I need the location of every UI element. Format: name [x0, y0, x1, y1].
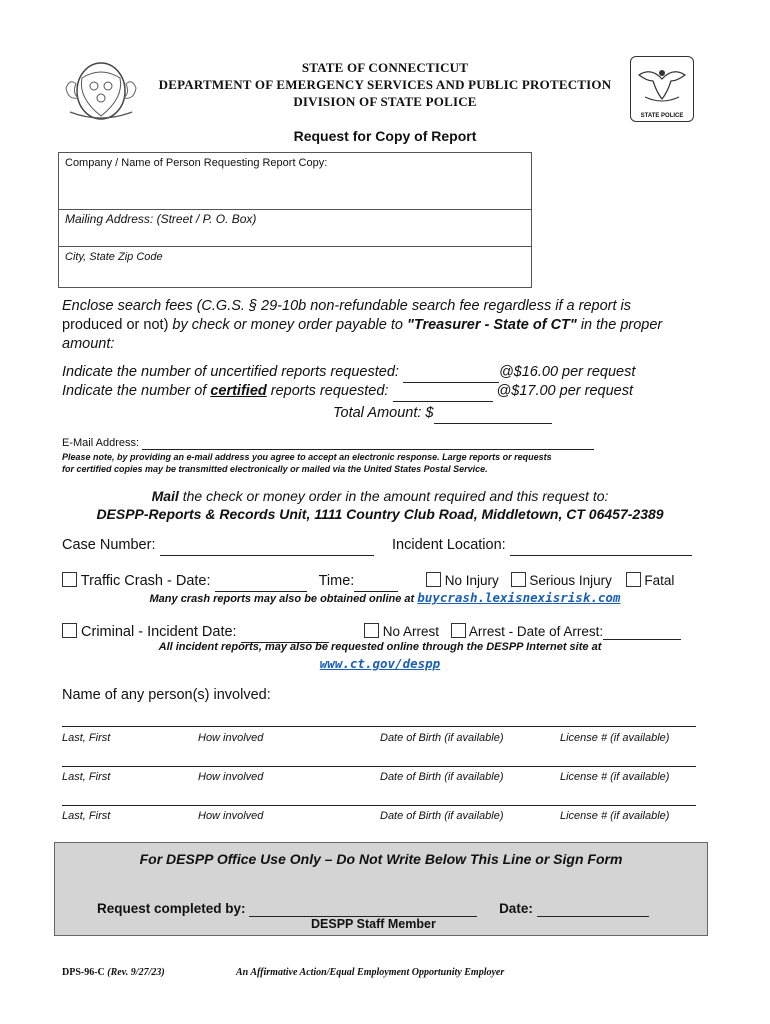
header-department: DEPARTMENT OF EMERGENCY SERVICES AND PUBLIC PROTECTION: [158, 77, 612, 92]
person-3-license: License # (if available): [560, 810, 670, 822]
office-date-label: Date:: [499, 901, 533, 916]
uncertified-count-field[interactable]: [403, 363, 499, 383]
criminal-row: [62, 623, 329, 643]
case-number-label: Case Number:: [62, 537, 156, 553]
serious-injury-label: Serious Injury: [529, 573, 612, 588]
serious-injury-checkbox[interactable]: [511, 572, 526, 587]
incident-date-field[interactable]: [241, 623, 329, 643]
office-use-title: For DESPP Office Use Only – Do Not Write Below This Line or Sign Form: [139, 851, 623, 867]
person-2-how: How involved: [198, 771, 264, 783]
person-1-license: License # (if available): [560, 732, 670, 744]
case-number-field[interactable]: [160, 536, 374, 556]
no-arrest-label: No Arrest: [382, 624, 440, 639]
form-title: Request for Copy of Report: [293, 128, 477, 144]
certified-price: @$17.00 per request: [496, 383, 633, 399]
certified-word: certified: [210, 383, 267, 399]
form-revision: (Rev. 9/27/23): [107, 967, 165, 978]
badge-text: STATE POLICE: [640, 113, 684, 119]
no-injury-label: No Injury: [444, 573, 499, 588]
certified-row: [62, 382, 633, 402]
mailing-address-field[interactable]: [58, 208, 532, 247]
total-amount-field[interactable]: [434, 404, 552, 424]
staff-member-label: DESPP Staff Member: [311, 917, 436, 931]
person-3-how: How involved: [198, 810, 264, 822]
uncertified-price: @$16.00 per request: [498, 364, 636, 380]
person-line-3[interactable]: [62, 805, 696, 806]
certified-count-field[interactable]: [393, 382, 493, 402]
footer-eeo: An Affirmative Action/Equal Employment Opportunity Employer: [236, 967, 505, 978]
traffic-crash-label: Traffic Crash - Date:: [80, 573, 211, 589]
mail-line-1: [0, 488, 760, 504]
city-state-zip-field[interactable]: [58, 246, 532, 288]
mail-instructions: the check or money order in the amount required and this request to:: [178, 488, 609, 504]
traffic-crash-checkbox[interactable]: [62, 572, 77, 587]
traffic-crash-row: [62, 572, 398, 592]
header-division: DIVISION OF STATE POLICE: [293, 94, 477, 109]
despp-link-row: [0, 656, 760, 671]
incident-location-row: [392, 536, 692, 556]
person-1-name: Last, First: [62, 732, 111, 744]
crash-online-note: [0, 590, 770, 605]
completed-by-label: Request completed by:: [97, 901, 246, 916]
certified-label-a: Indicate the number of: [62, 383, 211, 399]
incident-location-field[interactable]: [510, 536, 692, 556]
uncertified-row: [62, 363, 635, 383]
fees-line3: amount:: [62, 336, 115, 352]
fatal-label: Fatal: [644, 573, 675, 588]
fees-line2a: produced or not): [62, 317, 169, 333]
total-row: [333, 404, 552, 424]
persons-heading: Name of any person(s) involved:: [62, 687, 271, 703]
email-note-1: Please note, by providing an e-mail address you agree to accept an electronic response. Large reports or requests: [62, 452, 552, 462]
incident-location-label: Incident Location:: [392, 537, 506, 553]
uncertified-label: Indicate the number of uncertified reports requested:: [62, 364, 399, 380]
requester-name-label: Company / Name of Person Requesting Report Copy:: [65, 157, 328, 169]
arrest-options: [364, 623, 681, 640]
buycrash-link[interactable]: buycrash.lexisnexisrisk.com: [417, 590, 621, 605]
fees-line2d: in the proper: [576, 317, 663, 333]
office-use-box: [54, 842, 708, 936]
city-state-zip-label: City, State Zip Code: [65, 251, 163, 263]
traffic-time-field[interactable]: [354, 572, 398, 592]
incident-online-note: All incident reports, may also be requested online through the DESPP Internet site at: [158, 641, 602, 653]
person-2-name: Last, First: [62, 771, 111, 783]
email-row: [62, 437, 594, 450]
requester-name-field[interactable]: [58, 152, 532, 210]
email-label: E-Mail Address:: [62, 437, 140, 449]
person-2-license: License # (if available): [560, 771, 670, 783]
no-arrest-checkbox[interactable]: [364, 623, 379, 638]
despp-link[interactable]: www.ct.gov/despp: [319, 656, 441, 671]
completed-by-field[interactable]: [249, 901, 477, 917]
completed-by-row: [97, 901, 649, 917]
crash-note-text: Many crash reports may also be obtained online at: [149, 593, 418, 605]
arrest-date-label: Arrest - Date of Arrest:: [468, 624, 604, 639]
payee: "Treasurer - State of CT": [406, 317, 577, 333]
mail-word: Mail: [151, 488, 179, 504]
person-1-how: How involved: [198, 732, 264, 744]
arrest-date-field[interactable]: [603, 624, 681, 640]
person-line-1[interactable]: [62, 726, 696, 727]
form-id: DPS-96-C: [62, 967, 105, 978]
traffic-time-label: Time:: [318, 573, 355, 589]
fees-line1: Enclose search fees (C.G.S. § 29-10b non-refundable search fee regardless if a report is: [62, 298, 632, 314]
fatal-checkbox[interactable]: [626, 572, 641, 587]
person-3-name: Last, First: [62, 810, 111, 822]
person-line-2[interactable]: [62, 766, 696, 767]
mail-address: DESPP-Reports & Records Unit, 1111 Country Club Road, Middletown, CT 06457-2389: [96, 506, 664, 522]
mailing-address-label: Mailing Address: (Street / P. O. Box): [65, 212, 257, 226]
fees-line2b: by check or money order payable to: [168, 317, 407, 333]
person-1-dob: Date of Birth (if available): [380, 732, 504, 744]
case-number-row: [62, 536, 374, 556]
person-3-dob: Date of Birth (if available): [380, 810, 504, 822]
criminal-checkbox[interactable]: [62, 623, 77, 638]
no-injury-checkbox[interactable]: [426, 572, 441, 587]
header-state: STATE OF CONNECTICUT: [301, 60, 469, 75]
office-date-field[interactable]: [537, 901, 649, 917]
certified-label-c: reports requested:: [266, 383, 389, 399]
email-note-2: for certified copies may be transmitted electronically or mailed via the United States Postal Service.: [62, 464, 488, 474]
email-field[interactable]: [142, 437, 594, 450]
fees-paragraph: [62, 297, 762, 354]
total-label: Total Amount: $: [333, 405, 434, 421]
person-2-dob: Date of Birth (if available): [380, 771, 504, 783]
footer-form-id: [62, 967, 165, 978]
injury-options: [426, 572, 674, 588]
traffic-date-field[interactable]: [215, 572, 307, 592]
arrest-checkbox[interactable]: [451, 623, 466, 638]
criminal-label: Criminal - Incident Date:: [81, 624, 237, 640]
